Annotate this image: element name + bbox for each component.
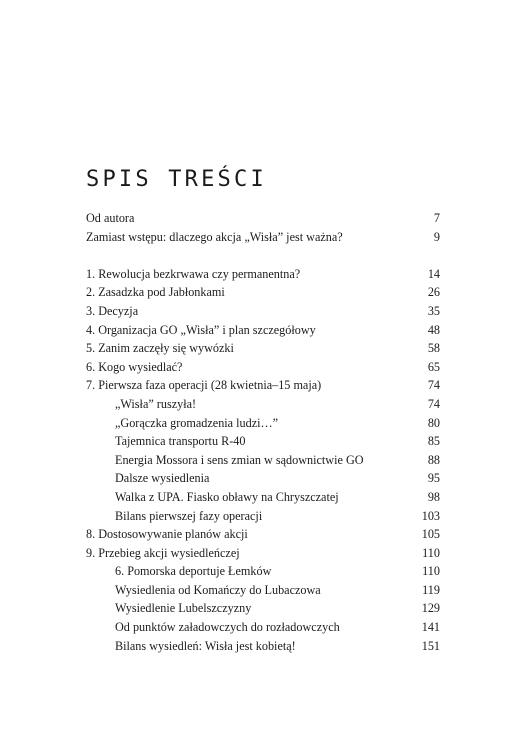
toc-entry [86, 544, 440, 563]
toc-entry [86, 302, 440, 321]
toc-subentry [86, 507, 440, 526]
toc-entry-title: 9. Przebieg akcji wysiedleńczej [86, 545, 240, 560]
toc-entry-title: „Gorączka gromadzenia ludzi…” [115, 415, 279, 430]
toc-entry-title: Walka z UPA. Fiasko obławy na Chryszczatej [115, 489, 339, 504]
toc-page-number: 95 [427, 471, 440, 486]
toc-entry [86, 228, 440, 247]
toc-page-number: 85 [427, 434, 440, 449]
toc-page-number: 14 [427, 266, 440, 281]
toc-subentry [86, 414, 440, 433]
toc-page-number: 119 [422, 582, 440, 597]
toc-entry-title: Wysiedlenie Lubelszczyzny [115, 601, 252, 616]
toc-entry-title: Dalsze wysiedlenia [115, 471, 210, 486]
toc-entry [86, 265, 440, 284]
toc-entry-title: Wysiedlenia od Komańczy do Lubaczowa [115, 582, 321, 597]
toc-page-number: 35 [427, 303, 440, 318]
toc-page-number: 58 [427, 341, 440, 356]
toc-entry [86, 376, 440, 395]
toc-page-number: 80 [427, 415, 440, 430]
toc-entry [86, 525, 440, 544]
toc-subentry [86, 488, 440, 507]
toc-page-number: 7 [433, 211, 440, 225]
toc-subentry [86, 581, 440, 600]
toc-entry [86, 283, 440, 302]
toc-entry-title: 1. Rewolucja bezkrwawa czy permanentna? [86, 266, 301, 281]
toc-entry-title: „Wisła” ruszyła! [115, 396, 197, 411]
toc-page-number: 26 [427, 285, 440, 300]
toc-page-number: 9 [433, 229, 440, 244]
toc-subentry [86, 469, 440, 488]
toc-subentry [86, 637, 440, 656]
toc-entry-title: Od punktów załadowczych do rozładowczych [115, 620, 340, 635]
toc-subentry [86, 599, 440, 618]
toc-entry-title: 6. Kogo wysiedlać? [86, 359, 183, 374]
toc-page-number: 151 [421, 638, 440, 653]
toc-entry-title: 3. Decyzja [86, 303, 139, 318]
toc-entry [86, 321, 440, 340]
toc-page-number: 141 [421, 620, 440, 635]
toc-entry-title: Od autora [86, 211, 135, 225]
toc-page-number: 65 [427, 359, 440, 374]
toc-page-number: 98 [427, 489, 440, 504]
page-title: SPIS TREŚCI [86, 167, 267, 192]
toc-entry-title: Tajemnica transportu R-40 [115, 434, 246, 449]
toc-entry-title: Zamiast wstępu: dlaczego akcja „Wisła” jest ważna? [86, 229, 343, 244]
toc-subentry [86, 432, 440, 451]
toc-page-number: 110 [422, 564, 440, 579]
toc-page-number: 105 [421, 527, 440, 542]
toc-entry-title: 8. Dostosowywanie planów akcji [86, 527, 248, 542]
toc-entry-title: 7. Pierwsza faza operacji (28 kwietnia–15 maja) [86, 378, 322, 393]
toc-subentry [86, 562, 440, 581]
toc-page-number: 48 [427, 322, 440, 337]
toc-entry-title: 4. Organizacja GO „Wisła” i plan szczegółowy [86, 322, 316, 337]
toc-page-number: 74 [427, 396, 440, 411]
toc-subentry [86, 618, 440, 637]
table-of-contents [86, 209, 440, 655]
toc-entry [86, 358, 440, 377]
toc-page-number: 103 [421, 508, 440, 523]
toc-entry-title: 6. Pomorska deportuje Łemków [115, 564, 272, 579]
toc-entry-title: Bilans pierwszej fazy operacji [115, 508, 263, 523]
toc-page-number: 74 [427, 378, 440, 393]
toc-entry-title: 2. Zasadzka pod Jabłonkami [86, 285, 225, 300]
toc-entry-title: 5. Zanim zaczęły się wywózki [86, 341, 234, 356]
toc-subentry [86, 451, 440, 470]
toc-page-number: 110 [422, 545, 440, 560]
toc-entry [86, 339, 440, 358]
toc-page-number: 129 [421, 601, 440, 616]
toc-entry-title: Energia Mossora i sens zmian w sądownictwie GO [115, 452, 364, 467]
toc-entry-title: Bilans wysiedleń: Wisła jest kobietą! [115, 638, 296, 653]
toc-page-number: 88 [427, 452, 440, 467]
toc-entry [86, 209, 440, 228]
toc-subentry [86, 395, 440, 414]
